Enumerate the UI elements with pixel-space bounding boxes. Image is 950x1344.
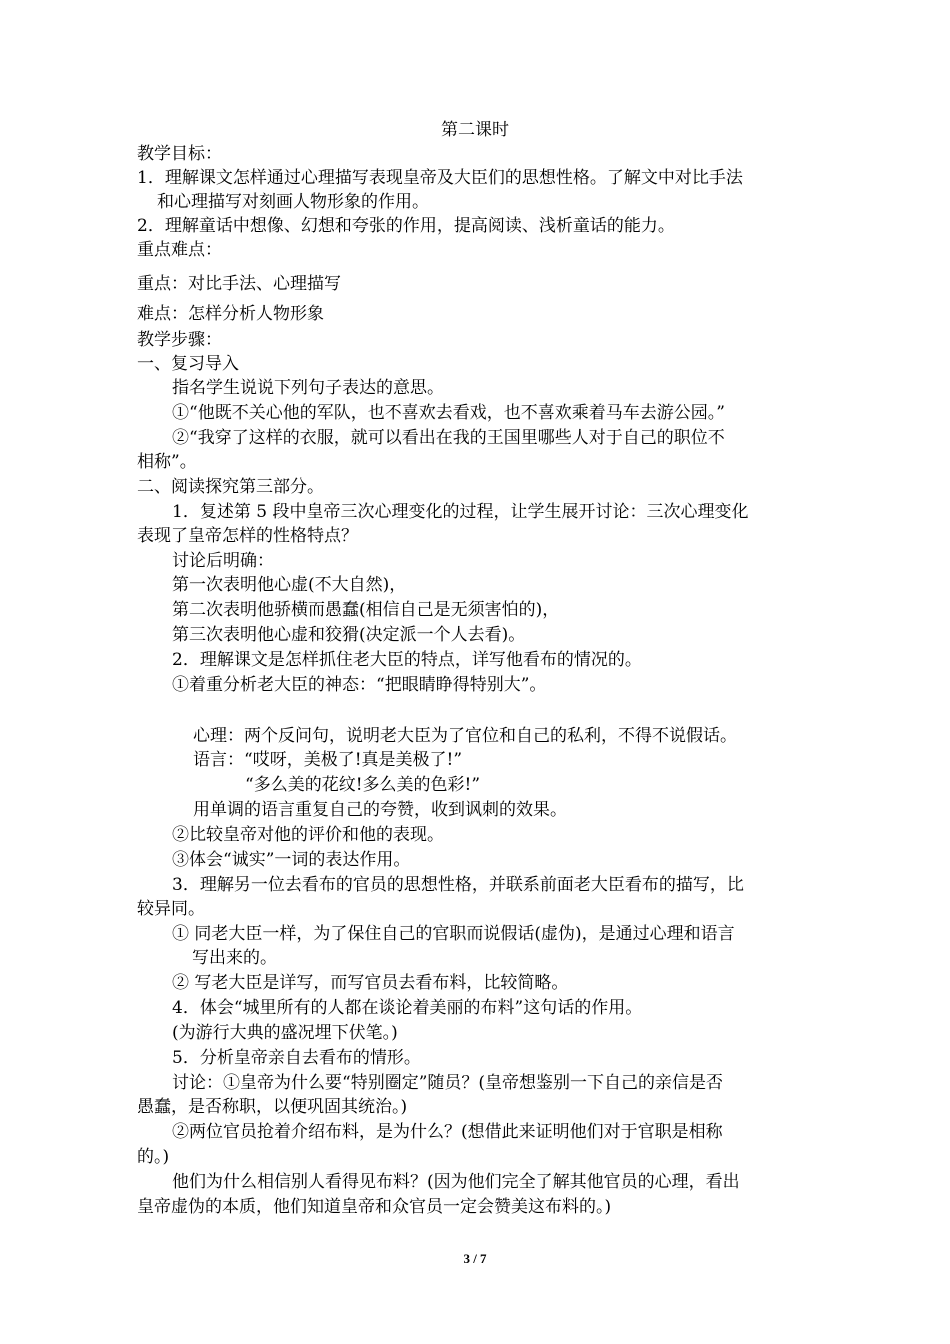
page-number: 3 / 7 bbox=[463, 1251, 487, 1266]
text-line: 第三次表明他心虚和狡猾(决定派一个人去看)。 bbox=[172, 625, 526, 645]
text-line: 愚蠢，是否称职，以便巩固其统治。) bbox=[137, 1097, 408, 1117]
text-line: (为游行大典的盛况埋下伏笔。) bbox=[172, 1023, 398, 1043]
text-line: 2．理解童话中想像、幻想和夸张的作用，提高阅读、浅析童话的能力。 bbox=[137, 216, 675, 236]
text-line: 教学目标： bbox=[137, 144, 222, 164]
text-line: 心理：两个反问句，说明老大臣为了官位和自己的私利，不得不说假话。 bbox=[193, 726, 737, 746]
text-line: 语言：“哎呀，美极了!真是美极了!” bbox=[193, 750, 463, 770]
text-line: 用单调的语言重复自己的夸赞，收到讽刺的效果。 bbox=[193, 800, 567, 820]
text-line: ①“他既不关心他的军队，也不喜欢去看戏，也不喜欢乘着马车去游公园。” bbox=[172, 403, 725, 423]
text-line: ① 同老大臣一样，为了保住自己的官职而说假话(虚伪)，是通过心理和语言 bbox=[172, 924, 735, 944]
text-line: 教学步骤： bbox=[137, 330, 222, 350]
text-line: ②两位官员抢着介绍布料，是为什么？(想借此来证明他们对于官职是相称 bbox=[172, 1122, 723, 1142]
text-line: 3．理解另一位去看布的官员的思想性格，并联系前面老大臣看布的描写，比 bbox=[172, 875, 744, 895]
text-line: ③体会“诚实”一词的表达作用。 bbox=[172, 850, 411, 870]
text-line: 5．分析皇帝亲自去看布的情形。 bbox=[172, 1048, 421, 1068]
text-line: 第二次表明他骄横而愚蠢(相信自己是无须害怕的)， bbox=[172, 600, 560, 620]
text-line: 皇帝虚伪的本质，他们知道皇帝和众官员一定会赞美这布料的。) bbox=[137, 1197, 612, 1217]
text-line: 重点难点： bbox=[137, 240, 222, 260]
text-line: 难点：怎样分析人物形象 bbox=[137, 304, 324, 324]
text-line: 的。) bbox=[137, 1147, 170, 1167]
text-line: 第一次表明他心虚(不大自然)， bbox=[172, 575, 407, 595]
text-line: 1．复述第 5 段中皇帝三次心理变化的过程，让学生展开讨论：三次心理变化 bbox=[172, 502, 749, 522]
text-line: 相称”。 bbox=[137, 452, 197, 472]
text-line: 讨论后明确： bbox=[172, 551, 274, 571]
text-line: 重点：对比手法、心理描写 bbox=[137, 274, 341, 294]
text-line: ② 写老大臣是详写，而写官员去看布料，比较简略。 bbox=[172, 973, 569, 993]
text-line: ②比较皇帝对他的评价和他的表现。 bbox=[172, 825, 444, 845]
text-line: 1．理解课文怎样通过心理描写表现皇帝及大臣们的思想性格。了解文中对比手法 bbox=[137, 168, 743, 188]
text-line: 2．理解课文是怎样抓住老大臣的特点，详写他看布的情况的。 bbox=[172, 650, 642, 670]
text-line: 他们为什么相信别人看得见布料？(因为他们完全了解其他官员的心理，看出 bbox=[172, 1172, 740, 1192]
text-line: ①着重分析老大臣的神态：“把眼睛睁得特别大”。 bbox=[172, 675, 547, 695]
text-line: ②“我穿了这样的衣服，就可以看出在我的王国里哪些人对于自己的职位不 bbox=[172, 428, 725, 448]
text-line: 表现了皇帝怎样的性格特点？ bbox=[137, 526, 358, 546]
text-line: 讨论：①皇帝为什么要“特别圈定”随员？(皇帝想鉴别一下自己的亲信是否 bbox=[172, 1073, 724, 1093]
text-line: 写出来的。 bbox=[192, 948, 277, 968]
text-line: “多么美的花纹!多么美的色彩!” bbox=[245, 775, 481, 795]
text-line: 4．体会“城里所有的人都在谈论着美丽的布料”这句话的作用。 bbox=[172, 998, 643, 1018]
text-line: 一、复习导入 bbox=[137, 354, 239, 374]
page-title: 第二课时 bbox=[441, 120, 509, 140]
text-line: 和心理描写对刻画人物形象的作用。 bbox=[157, 192, 429, 212]
text-line: 指名学生说说下列句子表达的意思。 bbox=[172, 378, 444, 398]
text-line: 较异同。 bbox=[137, 899, 205, 919]
text-line: 二、阅读探究第三部分。 bbox=[137, 477, 324, 497]
